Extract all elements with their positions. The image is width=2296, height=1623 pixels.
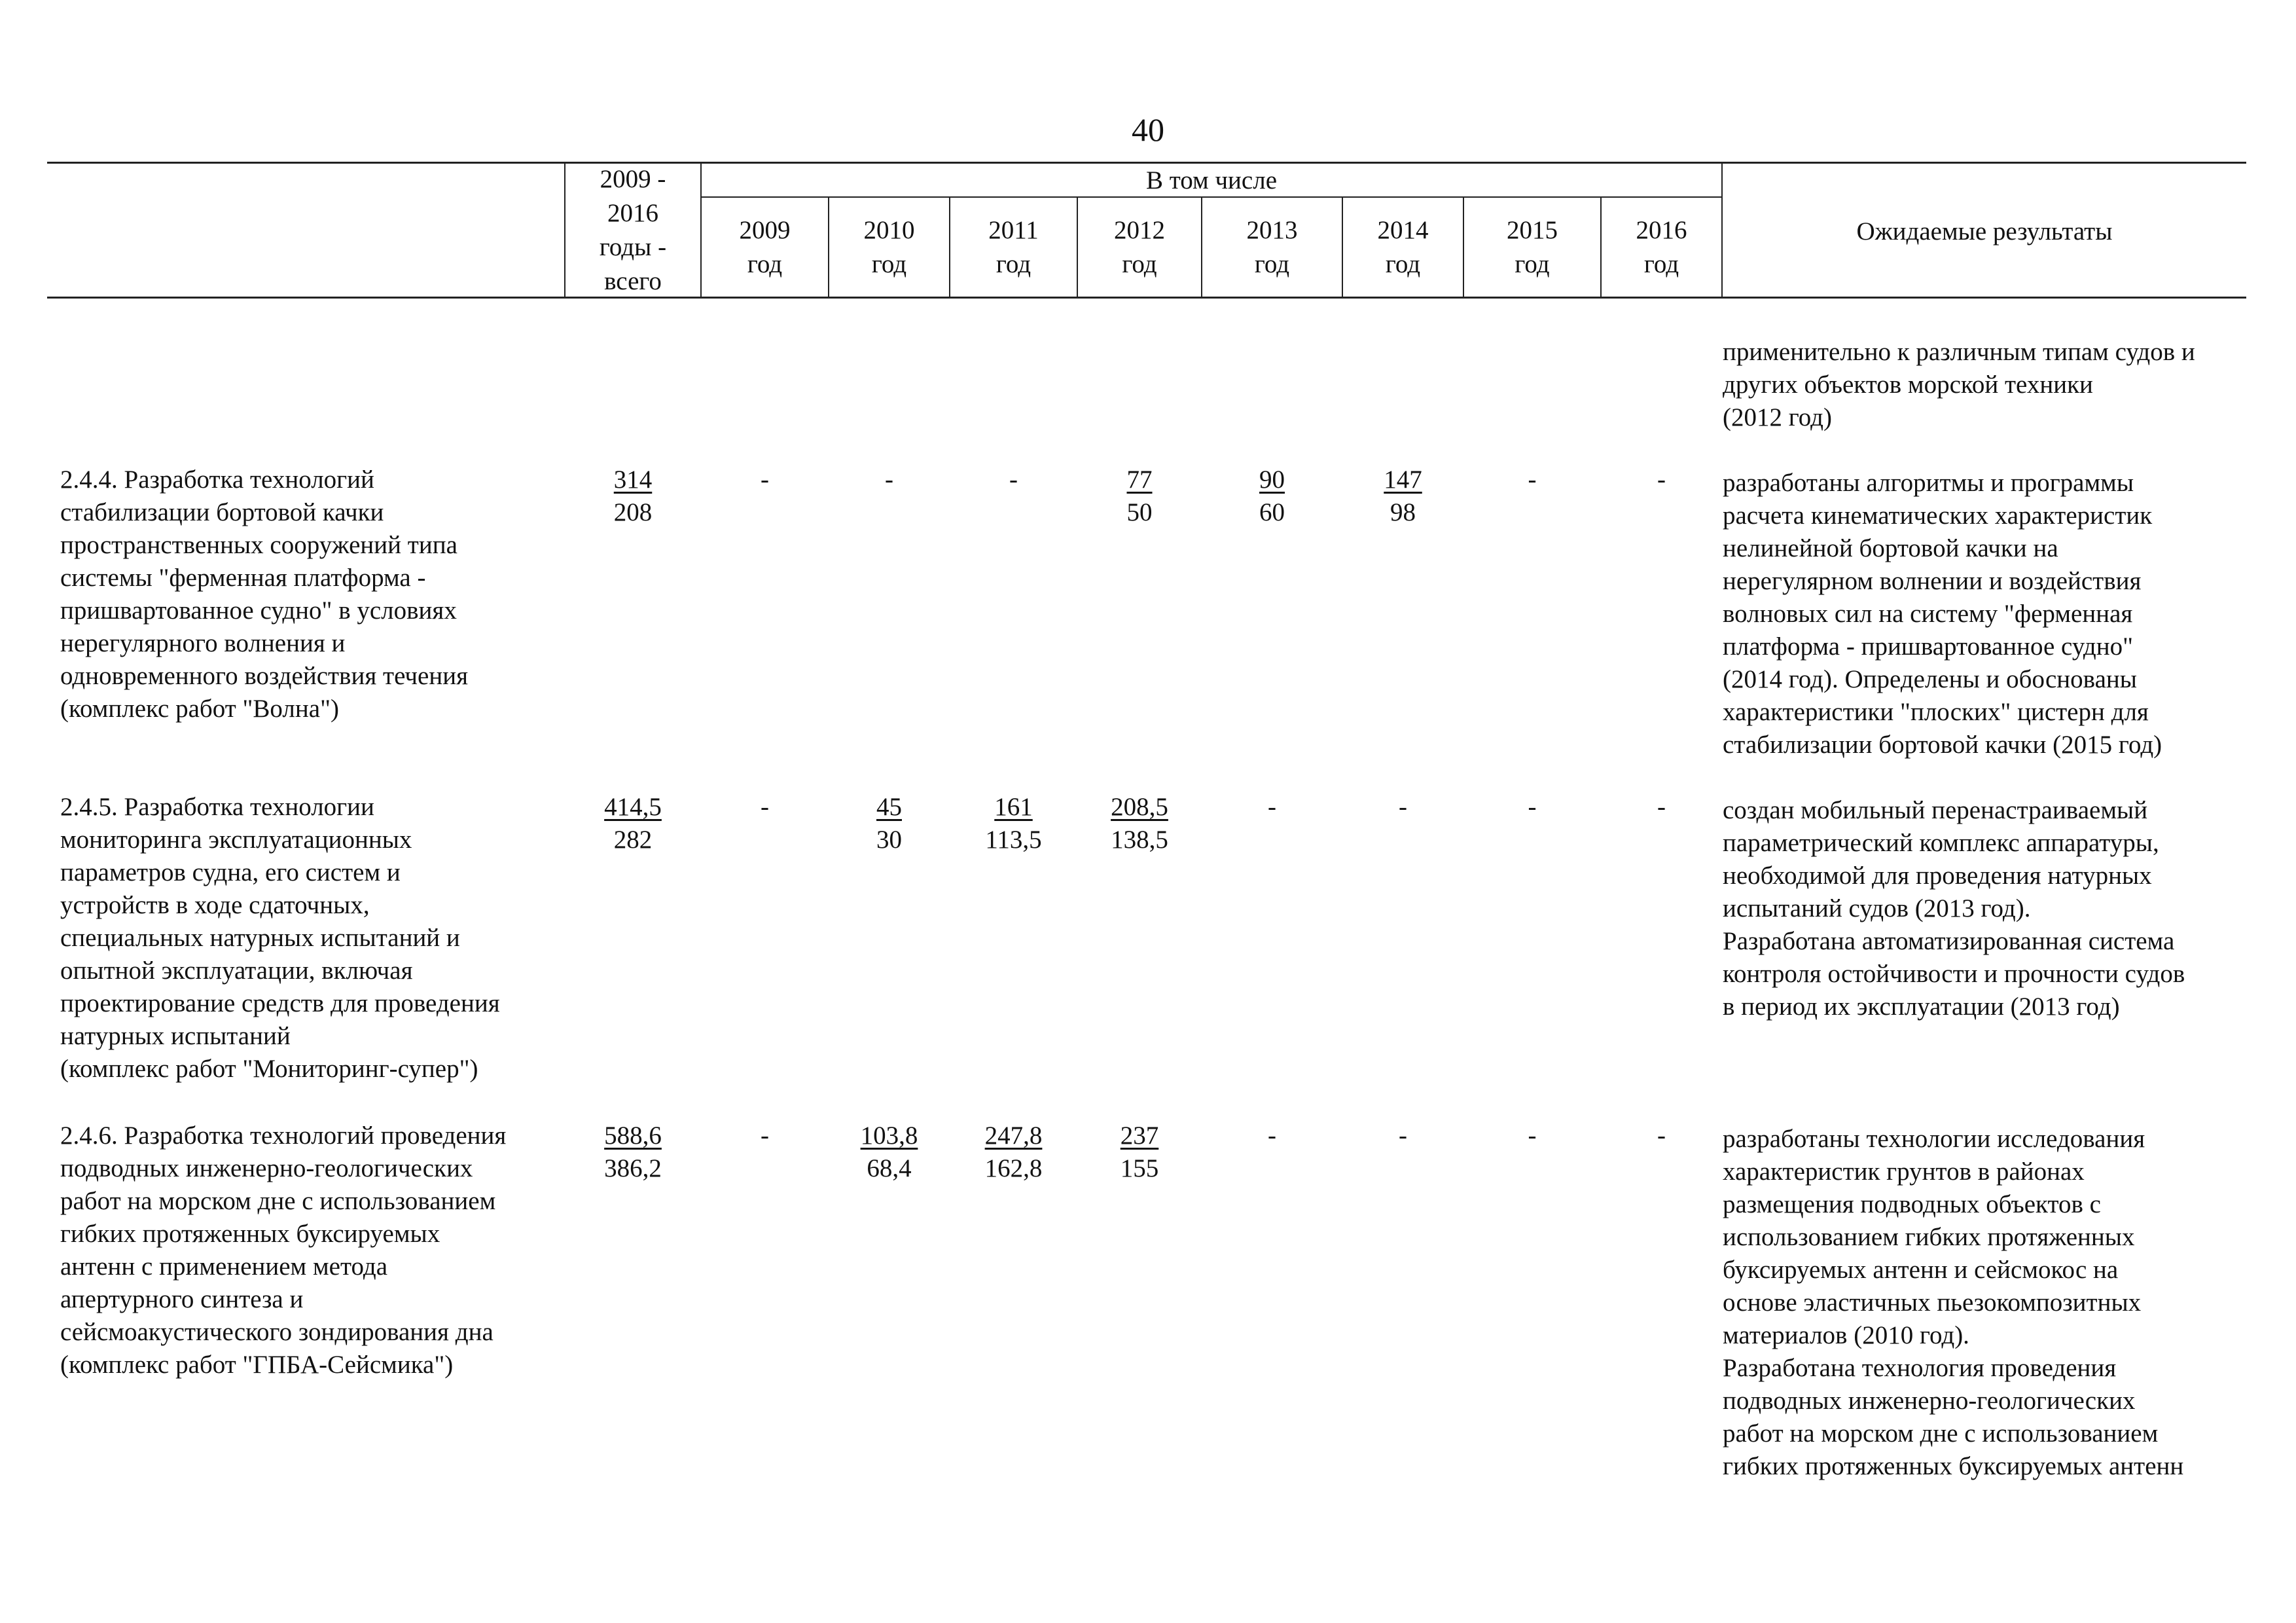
- row-total: 414,5 282: [604, 793, 662, 854]
- value-dash: -: [1657, 465, 1666, 494]
- value-dash: -: [1657, 1122, 1666, 1150]
- year-value: 77 50: [1126, 465, 1153, 526]
- year-value: 147 98: [1384, 465, 1422, 526]
- header-expected-results: Ожидаемые результаты: [1856, 217, 2113, 246]
- value-dash: -: [1009, 465, 1018, 494]
- row-description: 2.4.4. Разработка технологий стабилизации бортовой качки пространственных сооружений типа системы "ферменная платформа - пришвартованное судно" в условиях нерегулярного волнения и одновременного воздействия течения (комплекс работ "Волна"): [60, 465, 469, 723]
- row-description: 2.4.5. Разработка технологии мониторинга эксплуатационных параметров судна, его систем и устройств в ходе сдаточных, специальных натурных испытаний и опытной эксплуатации, включая проектирование средств для проведения натурных испытаний (комплекс работ "Мониторинг-супер"): [60, 793, 500, 1083]
- year-value: 45 30: [876, 793, 902, 854]
- value-dash: -: [1657, 793, 1666, 821]
- header-year-2015: 2015 год: [1507, 216, 1558, 278]
- value-dash: -: [885, 465, 893, 494]
- header-year-2009: 2009 год: [739, 216, 791, 278]
- year-value: 237 155: [1120, 1122, 1159, 1182]
- row-result: создан мобильный перенастраиваемый параметрический комплекс аппаратуры, необходимой для проведения натурных испытаний судов (2013 год). Разработана автоматизированная система контроля остойчивости и прочности судов в период их эксплуатации (2013 год): [1723, 796, 2185, 1021]
- header-year-2012: 2012 год: [1114, 216, 1165, 278]
- value-dash: -: [761, 1122, 769, 1150]
- header-year-2016: 2016 год: [1636, 216, 1687, 278]
- header-year-2010: 2010 год: [863, 216, 915, 278]
- header-total-period: 2009 - 2016 годы - всего: [599, 165, 667, 295]
- year-value: 161 113,5: [985, 793, 1042, 854]
- value-dash: -: [1528, 465, 1537, 494]
- value-dash: -: [1399, 1122, 1407, 1150]
- year-value: 208,5 138,5: [1111, 793, 1168, 854]
- page-number: 40: [1132, 111, 1164, 148]
- row-result: разработаны технологии исследования характеристик грунтов в районах размещения подводных объектов с использованием гибких протяженных буксируемых антенн и сейсмокос на основе эластичных пьезокомпозитных материалов (2010 год). Разработана технология проведения подводных инженерно-геологических работ на морском дне с использованием гибких протяженных буксируемых антенн: [1723, 1125, 2184, 1480]
- value-dash: -: [1268, 1122, 1276, 1150]
- value-dash: -: [761, 465, 769, 494]
- row-description: 2.4.6. Разработка технологий проведения подводных инженерно-геологических работ на морском дне с использованием гибких протяженных буксируемых антенн с применением метода апертурного синтеза и сейсмоакустического зондирования дна (комплекс работ "ГПБА-Сейсмика"): [60, 1122, 507, 1379]
- year-value: 90 60: [1259, 465, 1285, 526]
- row-result: разработаны алгоритмы и программы расчета кинематических характеристик нелинейной бортовой качки на нерегулярном волнении и воздействия волновых сил на систему "ферменная платформа - пришвартованное судно" (2014 год). Определены и обоснованы характеристики "плоских" цистерн для стабилизации бортовой качки (2015 год): [1723, 469, 2162, 759]
- year-value: 103,8 68,4: [860, 1122, 918, 1182]
- header-year-2013: 2013 год: [1246, 216, 1298, 278]
- value-dash: -: [761, 793, 769, 821]
- header-year-2014: 2014 год: [1377, 216, 1429, 278]
- header-group-title: В том числе: [1145, 166, 1278, 194]
- value-dash: -: [1528, 793, 1537, 821]
- row-total: 588,6 386,2: [604, 1122, 662, 1182]
- value-dash: -: [1399, 793, 1407, 821]
- year-value: 247,8 162,8: [984, 1122, 1043, 1182]
- row-total: 314 208: [613, 465, 653, 526]
- header-year-2011: 2011 год: [988, 216, 1039, 278]
- header-bottom-rule: [47, 297, 2246, 299]
- value-dash: -: [1268, 793, 1276, 821]
- value-dash: -: [1528, 1122, 1537, 1150]
- continuation-result: применительно к различным типам судов и других объектов морской техники (2012 год): [1723, 338, 2195, 431]
